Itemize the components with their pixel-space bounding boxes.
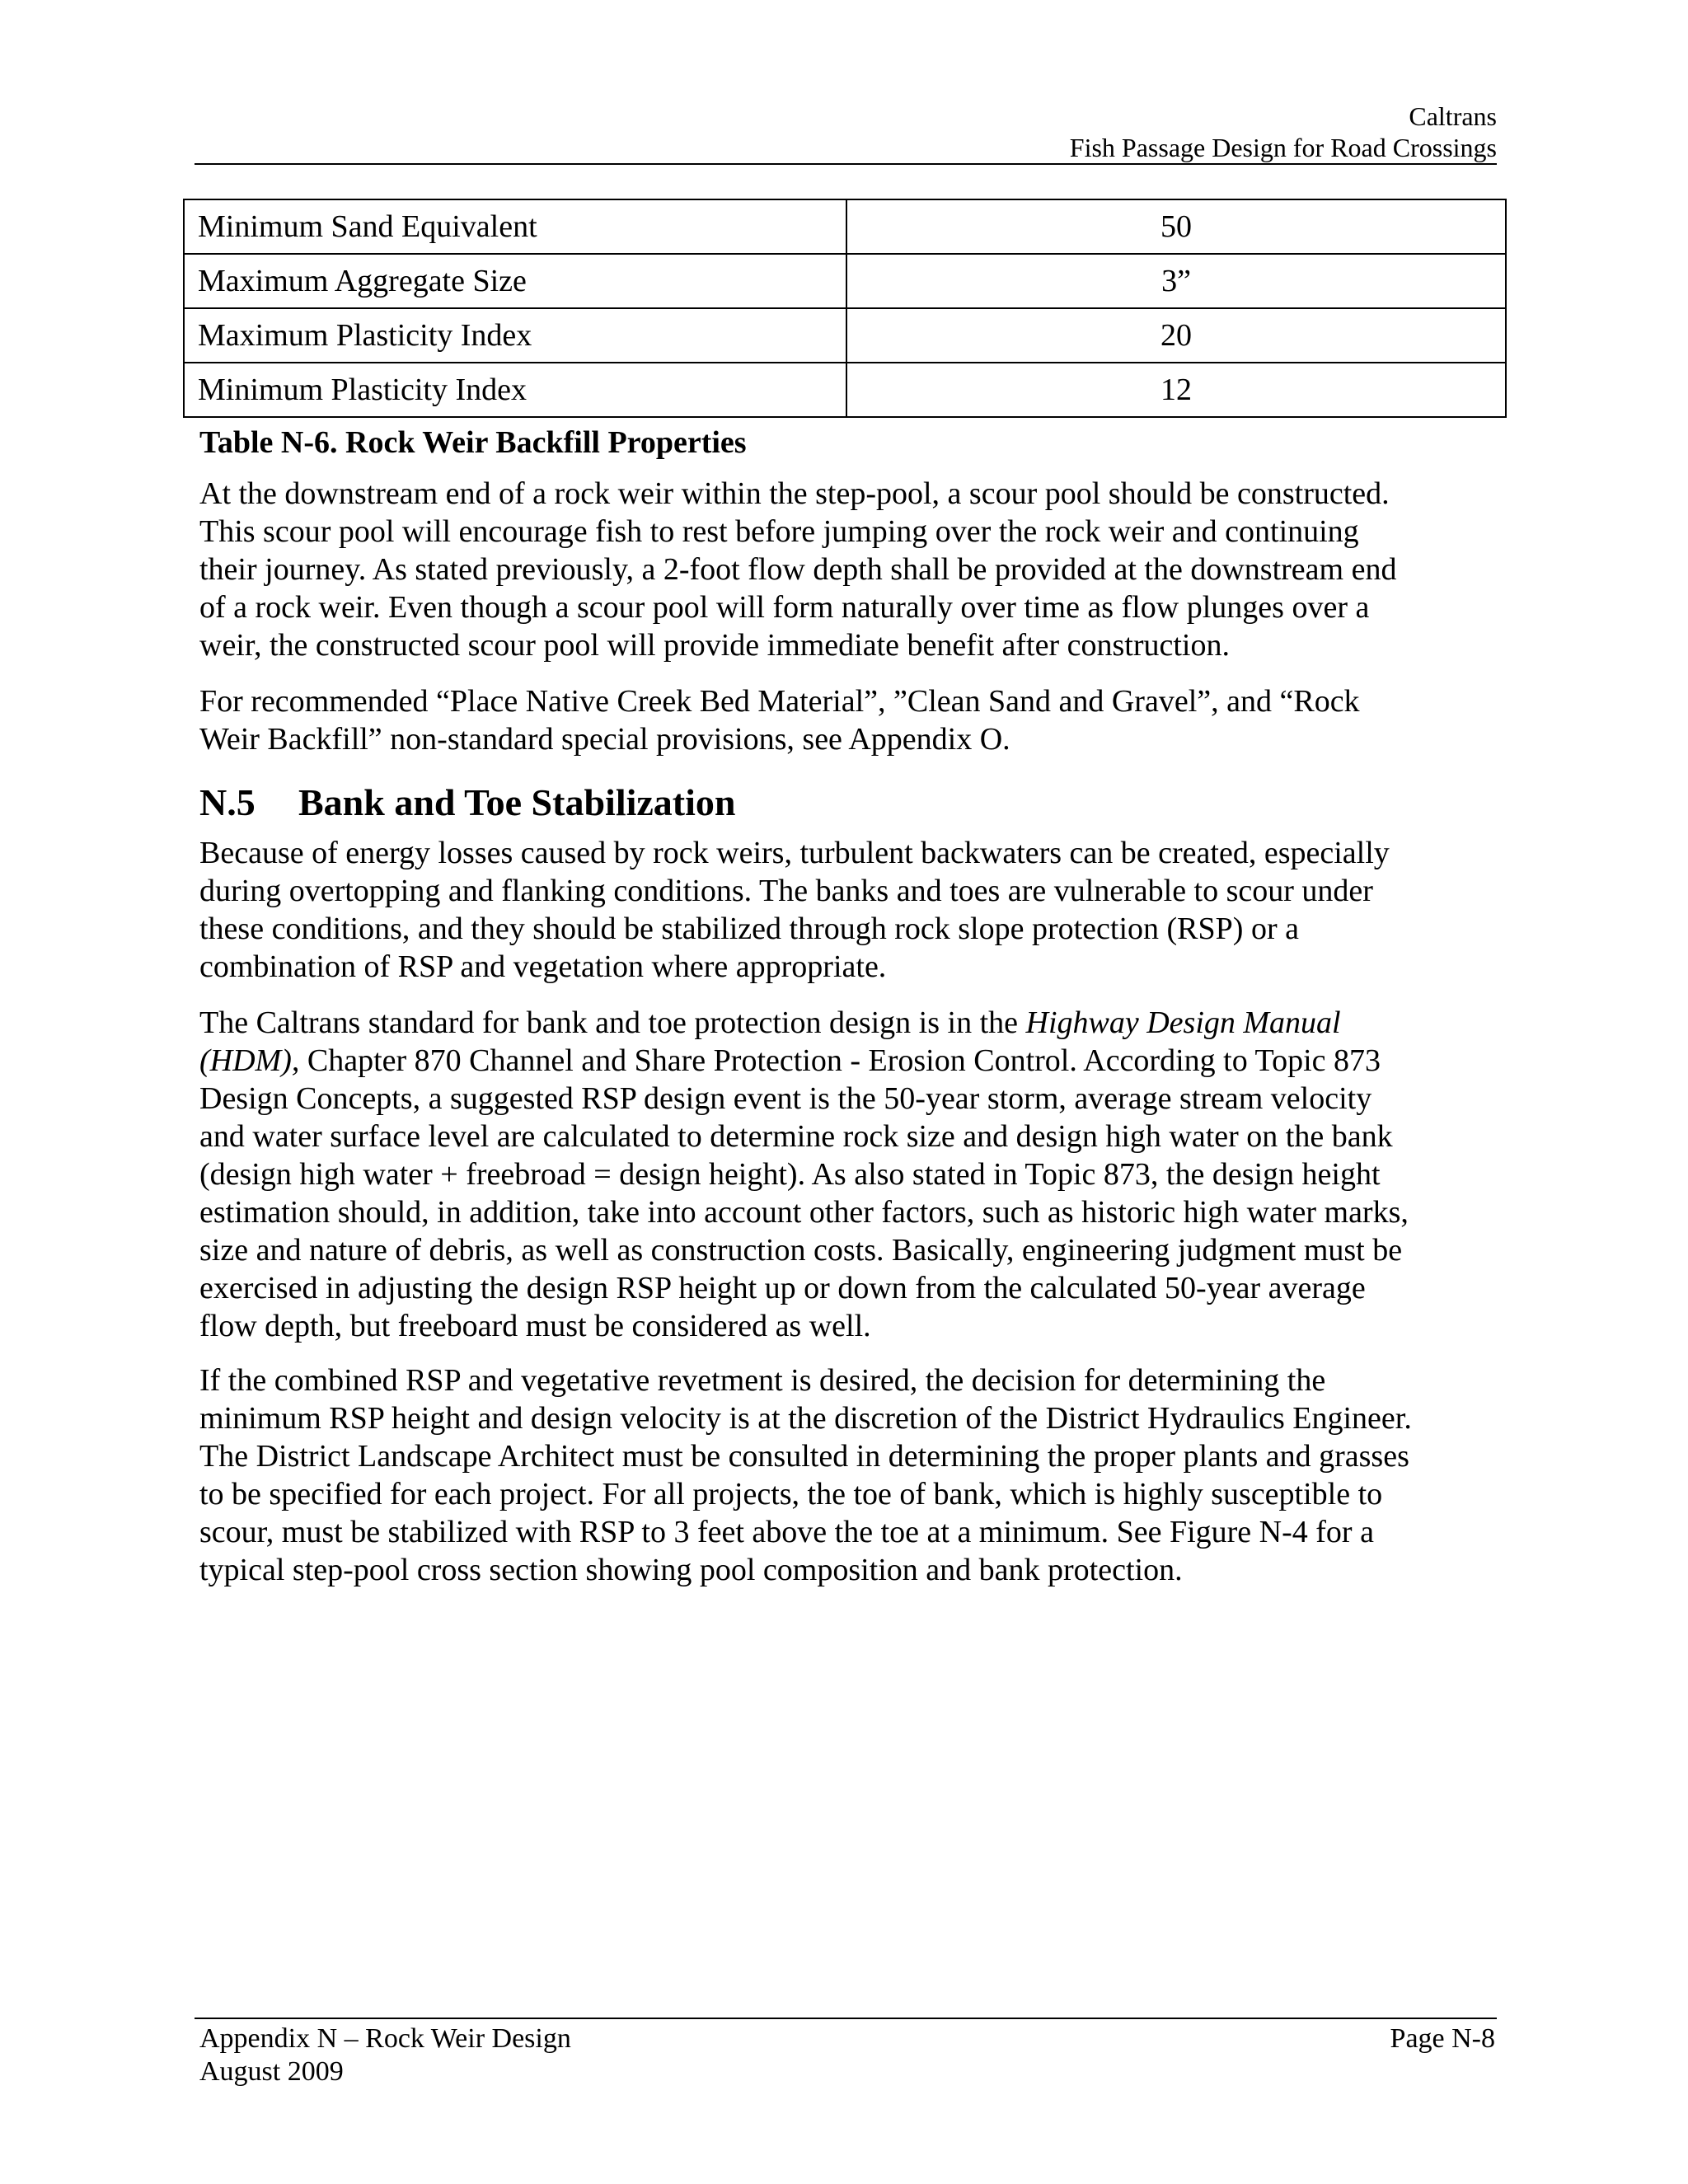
text-line: For recommended “Place Native Creek Bed Material”, ”Clean Sand and Gravel”, and “Rock — [199, 684, 1360, 719]
section-heading — [199, 780, 735, 826]
text-line: and water surface level are calculated to determine rock size and design high water on the bank — [199, 1119, 1393, 1154]
text-line: typical step-pool cross section showing pool composition and bank protection. — [199, 1553, 1183, 1587]
text-line: (design high water + freebroad = design height). As also stated in Topic 873, the design height — [199, 1157, 1381, 1192]
table-cell-value: 12 — [846, 363, 1506, 417]
manual-abbrev: (HDM), — [199, 1043, 300, 1078]
text-line: At the downstream end of a rock weir within the step-pool, a scour pool should be constructed. — [199, 476, 1390, 511]
text-line: during overtopping and flanking conditions. The banks and toes are vulnerable to scour under — [199, 874, 1373, 908]
table-row — [184, 254, 1506, 308]
header-org: Caltrans — [1409, 101, 1497, 131]
backfill-properties-table — [183, 199, 1507, 418]
table-cell-property: Maximum Aggregate Size — [184, 254, 846, 308]
text-line: weir, the constructed scour pool will provide immediate benefit after construction. — [199, 628, 1230, 663]
text-line: The District Landscape Architect must be consulted in determining the proper plants and grasses — [199, 1439, 1409, 1474]
paragraph-caltrans-standard — [199, 1004, 1510, 1345]
manual-title: Highway Design Manual — [1025, 1005, 1341, 1040]
text-run: The Caltrans standard for bank and toe protection design is in the — [199, 1005, 1026, 1040]
paragraph-scour-pool — [199, 475, 1510, 664]
footer-date: August 2009 — [199, 2056, 344, 2087]
text-line: size and nature of debris, as well as construction costs. Basically, engineering judgment must be — [199, 1233, 1403, 1268]
text-line: If the combined RSP and vegetative revetment is desired, the decision for determining the — [199, 1363, 1326, 1398]
text-line — [199, 1004, 1510, 1042]
table-cell-property: Minimum Sand Equivalent — [184, 199, 846, 254]
table-cell-value: 50 — [846, 199, 1506, 254]
table-cell-value: 20 — [846, 308, 1506, 363]
text-line: scour, must be stabilized with RSP to 3 feet above the toe at a minimum. See Figure N-4 for a — [199, 1515, 1374, 1549]
section-title: Bank and Toe Stabilization — [298, 781, 736, 823]
table-row — [184, 308, 1506, 363]
text-run: Chapter 870 Channel and Share Protection - Erosion Control. According to Topic 873 — [299, 1043, 1381, 1078]
footer-appendix: Appendix N – Rock Weir Design — [199, 2023, 571, 2054]
paragraph-energy-losses — [199, 834, 1510, 986]
text-line: estimation should, in addition, take into account other factors, such as historic high water marks, — [199, 1195, 1409, 1230]
table-cell-property: Maximum Plasticity Index — [184, 308, 846, 363]
paragraph-vegetative-revetment — [199, 1361, 1510, 1589]
text-line: their journey. As stated previously, a 2-foot flow depth shall be provided at the downstream end — [199, 552, 1397, 587]
text-line: exercised in adjusting the design RSP height up or down from the calculated 50-year average — [199, 1271, 1366, 1305]
table-cell-value: 3” — [846, 254, 1506, 308]
text-line: minimum RSP height and design velocity is at the discretion of the District Hydraulics Engineer. — [199, 1401, 1412, 1436]
header-rule — [195, 163, 1497, 165]
text-line: Because of energy losses caused by rock weirs, turbulent backwaters can be created, especially — [199, 836, 1390, 870]
text-line: these conditions, and they should be stabilized through rock slope protection (RSP) or a — [199, 912, 1299, 946]
section-number: N.5 — [199, 781, 256, 823]
text-line: Design Concepts, a suggested RSP design event is the 50-year storm, average stream velocity — [199, 1081, 1372, 1116]
footer-rule — [195, 2018, 1497, 2019]
text-line: flow depth, but freeboard must be considered as well. — [199, 1309, 871, 1343]
text-line: combination of RSP and vegetation where appropriate. — [199, 949, 887, 984]
table-row — [184, 199, 1506, 254]
text-line: Weir Backfill” non-standard special provisions, see Appendix O. — [199, 722, 1010, 757]
header-doc-title: Fish Passage Design for Road Crossings — [1069, 133, 1497, 162]
running-footer — [199, 2022, 571, 2088]
table-cell-property: Minimum Plasticity Index — [184, 363, 846, 417]
text-line: This scour pool will encourage fish to rest before jumping over the rock weir and continuing — [199, 514, 1359, 549]
table-caption: Table N-6. Rock Weir Backfill Properties — [199, 425, 747, 460]
text-line — [199, 1042, 1510, 1080]
text-line: of a rock weir. Even though a scour pool will form naturally over time as flow plunges over a — [199, 590, 1370, 625]
running-header — [195, 101, 1497, 163]
paragraph-special-provisions — [199, 682, 1510, 758]
page-number: Page N-8 — [1390, 2023, 1495, 2054]
table-row — [184, 363, 1506, 417]
text-line: to be specified for each project. For all projects, the toe of bank, which is highly susceptible to — [199, 1477, 1383, 1511]
